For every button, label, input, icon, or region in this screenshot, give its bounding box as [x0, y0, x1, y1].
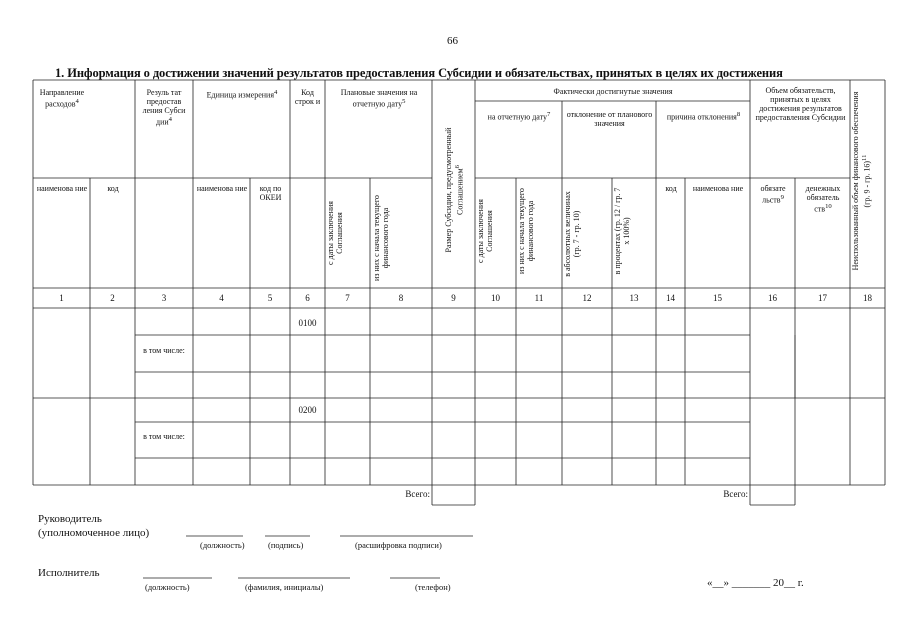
- in-total-label: в том числе:: [143, 432, 185, 441]
- col-number: 2: [110, 293, 115, 303]
- header-deviation: отклонение от планового значения: [566, 110, 653, 128]
- sign-caption: (подпись): [268, 540, 304, 550]
- header-obligations: обязате льств$^9$: [760, 184, 786, 205]
- col-number: 11: [534, 293, 544, 303]
- col-number: 6: [305, 293, 310, 303]
- col-number: 3: [161, 293, 167, 303]
- header-abs-dev: в абсолютных величинах (гр. 7 - гр. 10): [563, 191, 581, 277]
- header-subsidy-size: Размер Субсидии, предусмотренный Соглашением$^6$: [444, 127, 465, 253]
- col-number: 17: [818, 293, 827, 303]
- header-monetary: денежных обязатель ств$^{10}$: [805, 184, 841, 214]
- page-number: 66: [447, 35, 458, 47]
- col-number: 10: [491, 293, 500, 303]
- executor-label: Исполнитель: [38, 567, 100, 579]
- header-code: код: [107, 184, 119, 193]
- col-number: 8: [398, 293, 404, 303]
- fio-caption: (фамилия, инициалы): [245, 582, 324, 592]
- section-title: 1. Информация о достижении значений результатов предоставления Субсидии и обязательствах, принятых в целях их достижения: [55, 66, 783, 80]
- col-number: 4: [219, 293, 224, 303]
- header-on-date: на отчетную дату$^7$: [487, 111, 551, 122]
- head-sub-label: (уполномоченное лицо): [38, 527, 150, 539]
- decode-caption: (расшифровка подписи): [355, 540, 442, 550]
- header-unit: Единица измерения$^4$: [206, 89, 278, 100]
- header-plan-from-date: с даты заключения Соглашения: [326, 201, 344, 265]
- total-label: Всего:: [405, 489, 430, 499]
- date-field: «__» _______ 20__ г.: [707, 577, 804, 589]
- header-result: Резуль тат предостав ления Субси дии$^4$: [142, 88, 186, 127]
- header-fact-from-year: из них с начала текущего финансового года: [517, 188, 535, 274]
- row-code-0200: 0200: [298, 405, 317, 415]
- header-reason: причина отклонения$^8$: [666, 111, 741, 122]
- col-number: 18: [863, 293, 872, 303]
- total-label: Всего:: [723, 489, 748, 499]
- col-number: 14: [666, 293, 675, 303]
- header-name: наименова ние: [36, 184, 88, 193]
- header-fact-from-date: с даты заключения Соглашения: [476, 199, 494, 263]
- header-reason-code: код: [665, 184, 677, 193]
- col-number: 13: [629, 293, 639, 303]
- phone-caption: (телефон): [415, 582, 451, 592]
- in-total-label: в том числе:: [143, 346, 185, 355]
- header-unused: Неиспользованный объем финансового обеспечения (гр. 9 - гр. 16)$^{11}$: [851, 91, 872, 271]
- position-caption: (должность): [200, 540, 245, 550]
- header-direction: Направление расходов$^4$: [39, 88, 85, 109]
- header-actual: Фактически достигнутые значения: [553, 87, 673, 96]
- header-pct-dev: в процентах (гр. 12 / гр. 7 x 100%): [613, 187, 631, 275]
- col-number: 12: [582, 293, 592, 303]
- col-number: 5: [267, 293, 273, 303]
- header-volume: Объем обязательств, принятых в целях достижения результатов предоставления Субсидии: [755, 86, 846, 122]
- header-reason-name: наименова ние: [692, 184, 744, 193]
- col-number: 1: [59, 293, 64, 303]
- header-planned: Плановые значения на отчетную дату$^5$: [340, 88, 418, 109]
- col-number: 9: [451, 293, 456, 303]
- header-okei: код по ОКЕИ: [259, 184, 282, 202]
- col-number: 7: [345, 293, 350, 303]
- col-number: 16: [768, 293, 777, 303]
- header-unit-name: наименова ние: [196, 184, 248, 193]
- col-number: 15: [713, 293, 722, 303]
- exec-position-caption: (должность): [145, 582, 190, 592]
- header-line-code: Код строк и: [294, 88, 321, 106]
- row-code-0100: 0100: [298, 318, 317, 328]
- head-label: Руководитель: [38, 513, 102, 525]
- header-plan-from-year: из них с начала текущего финансового года: [372, 195, 390, 281]
